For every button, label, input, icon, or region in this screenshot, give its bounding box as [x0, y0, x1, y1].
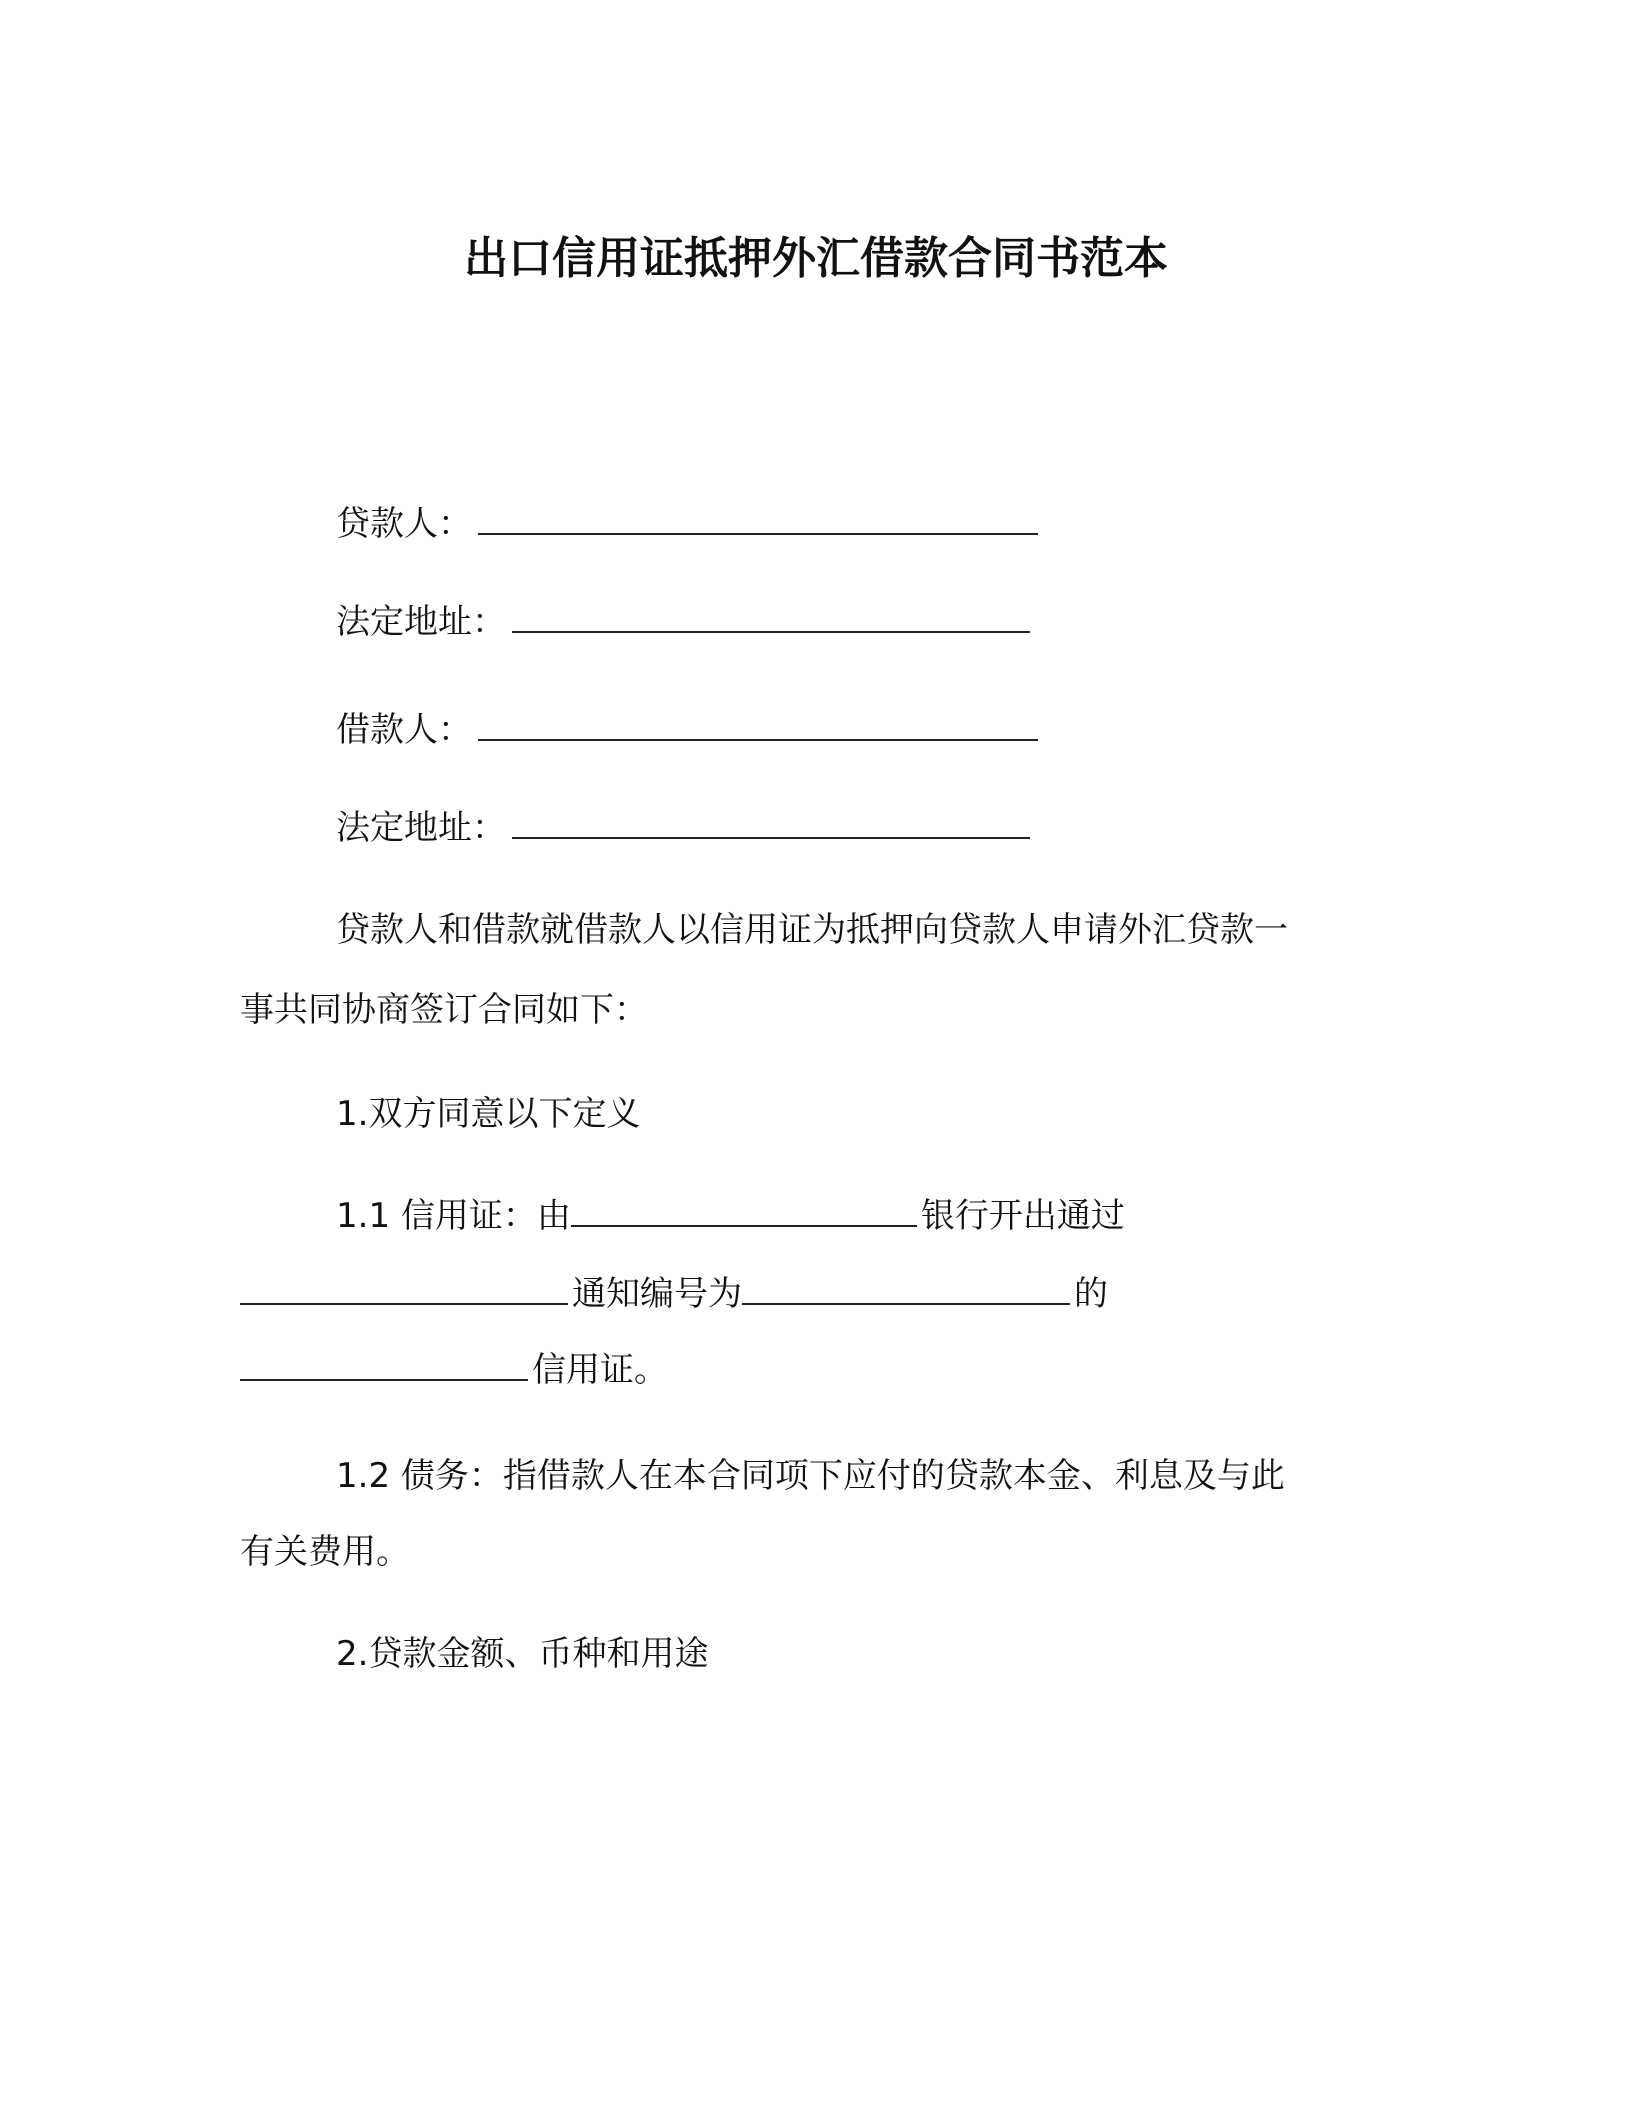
- lc-number-blank[interactable]: [742, 1273, 1070, 1305]
- borrower-address-label: 法定地址：: [336, 808, 506, 848]
- lender-address-line: [336, 600, 1034, 644]
- document-title: 出口信用证抵押外汇借款合同书范本: [464, 233, 1168, 284]
- lc-type-blank[interactable]: [240, 1349, 528, 1381]
- borrower-blank[interactable]: [478, 709, 1038, 741]
- clause-1-1-number-text: 通知编号为: [572, 1274, 742, 1314]
- clause-1-1-of-text: 的: [1074, 1274, 1108, 1314]
- borrower-line: [336, 708, 1042, 752]
- borrower-address-line: [336, 806, 1034, 850]
- section-1-heading: 1.双方同意以下定义: [336, 1094, 641, 1134]
- borrower-label: 借款人：: [336, 710, 472, 750]
- clause-1-1-end: 信用证。: [532, 1350, 668, 1390]
- lender-blank[interactable]: [478, 503, 1038, 535]
- intro-line-1: 贷款人和借款就借款人以信用证为抵押向贷款人申请外汇贷款一: [336, 910, 1288, 950]
- lender-line: [336, 502, 1042, 546]
- lender-address-label: 法定地址：: [336, 602, 506, 642]
- section-2-heading: 2.贷款金额、币种和用途: [336, 1634, 709, 1674]
- clause-1-2-line-2: 有关费用。: [240, 1532, 410, 1572]
- issuing-bank-blank[interactable]: [571, 1195, 917, 1227]
- borrower-address-blank[interactable]: [512, 807, 1030, 839]
- clause-1-1-line-2: [240, 1272, 1108, 1316]
- intro-line-2: 事共同协商签订合同如下：: [240, 990, 648, 1030]
- clause-1-2-line-1: 1.2 债务：指借款人在本合同项下应付的贷款本金、利息及与此: [336, 1456, 1285, 1496]
- lender-label: 贷款人：: [336, 504, 472, 544]
- advising-bank-blank[interactable]: [240, 1273, 568, 1305]
- clause-1-1-line-1: [336, 1194, 1125, 1238]
- clause-1-1-line-3: [240, 1348, 668, 1392]
- clause-1-1-lead: 1.1 信用证：由: [336, 1196, 571, 1236]
- clause-1-1-issuing-text: 银行开出通过: [920, 1196, 1125, 1236]
- lender-address-blank[interactable]: [512, 601, 1030, 633]
